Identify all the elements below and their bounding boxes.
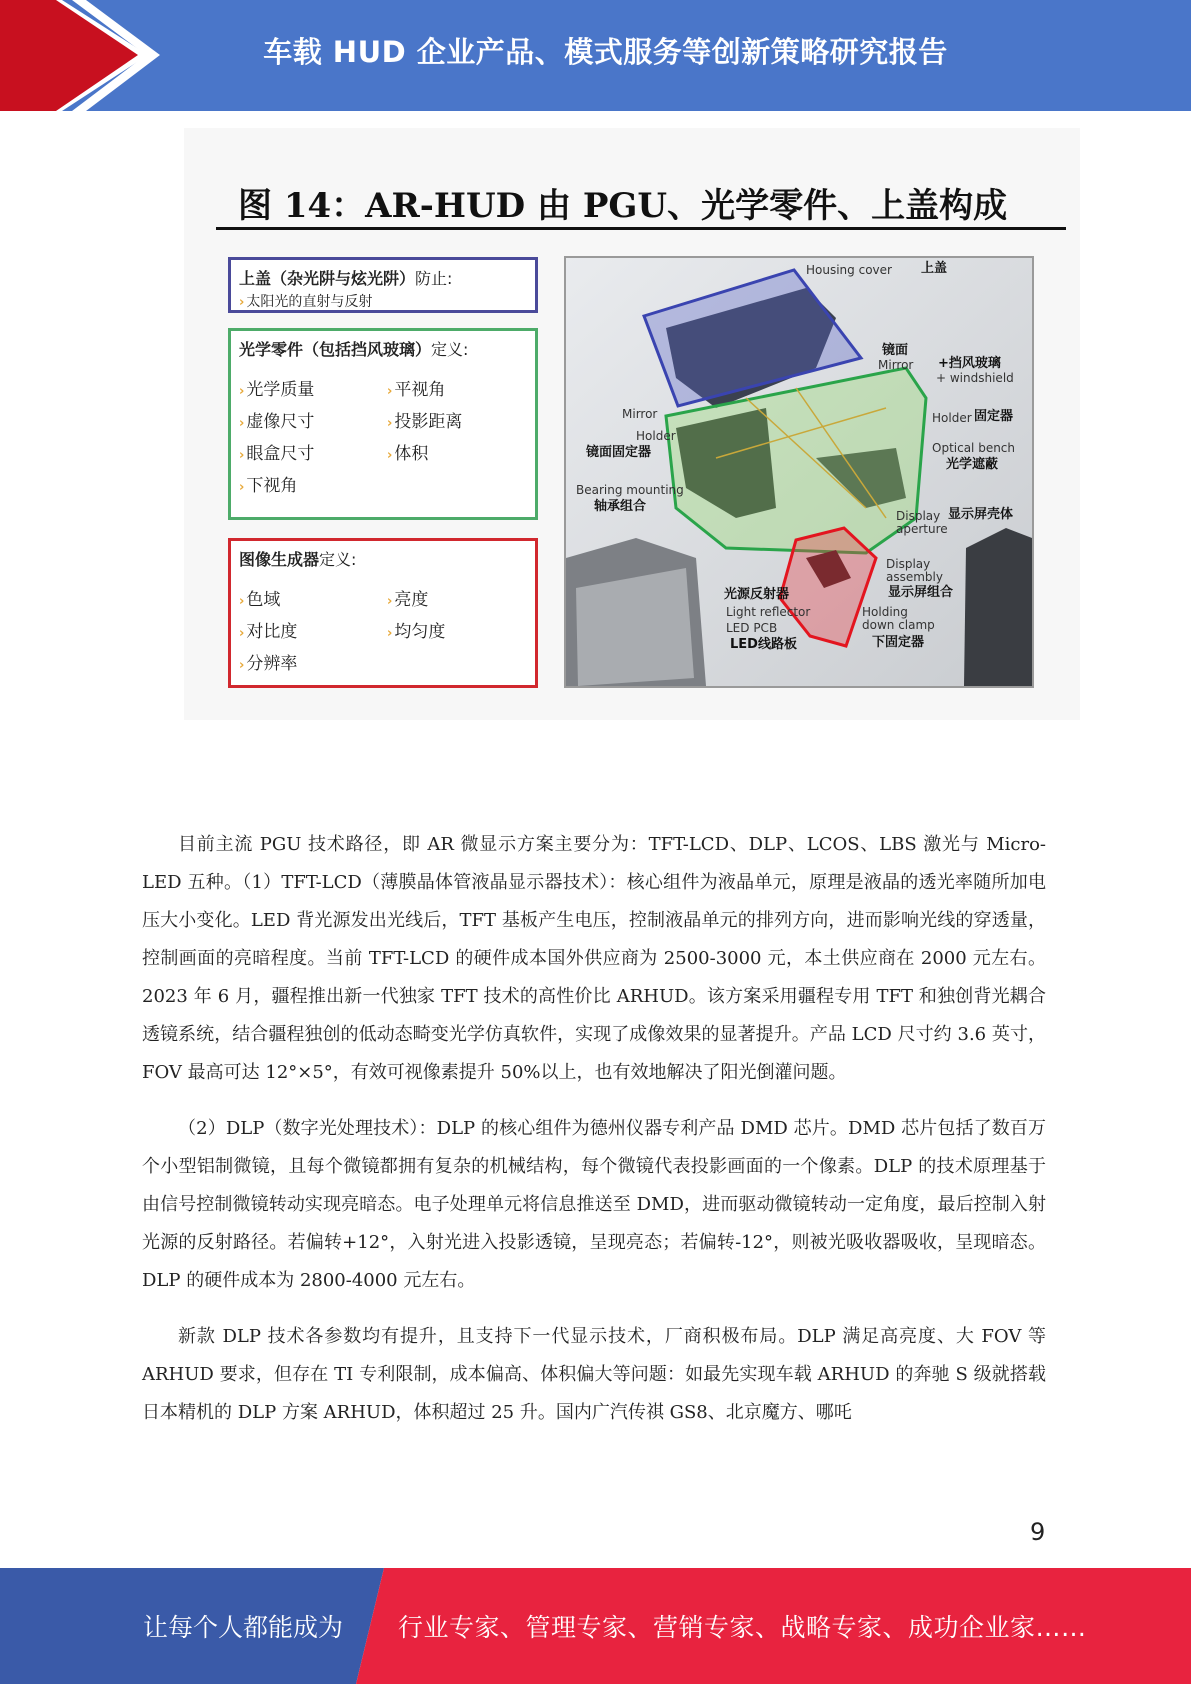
- label-windshield-cn: +挡风玻璃: [938, 356, 1001, 371]
- cover-box-heading: [239, 266, 452, 289]
- pgu-item: › 色域: [239, 590, 281, 610]
- optics-box-heading-bold: 光学零件（包括挡风玻璃）: [239, 340, 432, 359]
- optics-definition-box: [228, 328, 538, 520]
- chevron-right-icon: ›: [239, 626, 245, 641]
- cover-box-heading-rest: 防止:: [415, 269, 453, 288]
- label-optical-bench: Optical bench: [932, 441, 1016, 455]
- label-holder-right-cn: 固定器: [974, 409, 1014, 424]
- arhud-exploded-view-image: [564, 256, 1034, 688]
- label-display-housing-cn: 显示屏壳体: [948, 507, 1014, 522]
- label-windshield-en: + windshield: [936, 371, 1014, 385]
- chevron-right-icon: ›: [239, 594, 245, 609]
- pgu-item: › 对比度: [239, 622, 298, 642]
- label-housing-cover-cn: 上盖: [921, 261, 948, 276]
- chevron-right-icon: ›: [239, 480, 245, 495]
- chevron-right-icon: ›: [387, 626, 393, 641]
- pgu-item: › 亮度: [387, 590, 429, 610]
- page-header: [0, 0, 1191, 111]
- optics-item: › 平视角: [387, 380, 446, 400]
- footer-slogan-left: 让每个人都能成为: [143, 1613, 344, 1642]
- label-optical-bench-cn: 光学遮蔽: [946, 457, 999, 472]
- label-clamp-cn: 下固定器: [872, 635, 925, 650]
- chevron-right-icon: ›: [387, 416, 393, 431]
- pgu-item: › 均匀度: [387, 622, 446, 642]
- label-display-assembly-cn: 显示屏组合: [888, 585, 954, 600]
- optics-item: › 体积: [387, 444, 429, 464]
- pgu-definition-box: [228, 538, 538, 688]
- chevron-right-icon: ›: [239, 384, 245, 399]
- label-housing-cover: Housing cover: [806, 263, 892, 277]
- cover-box-heading-bold: 上盖（杂光阱与炫光阱）: [239, 269, 416, 288]
- paragraph: 新款 DLP 技术各参数均有提升，且支持下一代显示技术，厂商积极布局。DLP 满足高亮度、大 FOV 等 ARHUD 要求，但存在 TI 专利限制，成本偏高、体积偏大等问题：如最先实现车载 ARHUD 的奔驰 S 级就搭载日本精机的 DLP 方案 ARHUD，体积超过 25 升。国内广汽传祺 GS8、北京魔方、哪吒: [142, 1326, 1046, 1423]
- optics-item: › 眼盒尺寸: [239, 444, 315, 464]
- cover-definition-box: [228, 257, 538, 313]
- paragraph: （2）DLP（数字光处理技术）：DLP 的核心组件为德州仪器专利产品 DMD 芯片。DMD 芯片包括了数百万个小型铝制微镜，且每个微镜都拥有复杂的机械结构，每个微镜代表投影画面的一个像素。DLP 的技术原理基于由信号控制微镜转动实现亮暗态。电子处理单元将信息推送至 DMD，进而驱动微镜转动一定角度，最后控制入射光源的反射路径。若偏转+12°，入射光进入投影透镜，呈现亮态；若偏转-12°，则被光吸收器吸收，呈现暗态。DLP 的硬件成本为 2800-4000 元左右。: [142, 1118, 1046, 1291]
- header-title: 车载 HUD 企业产品、模式服务等创新策略研究报告: [263, 34, 948, 69]
- chevron-right-icon: ›: [239, 416, 245, 431]
- label-mirror-holder-cn: 镜面固定器: [586, 445, 652, 460]
- pgu-box-heading-bold: 图像生成器: [239, 550, 320, 569]
- pgu-item: › 分辨率: [239, 654, 298, 674]
- label-led-pcb: LED PCB: [726, 621, 778, 635]
- figure-title-rule: [216, 227, 1066, 230]
- body-text: [142, 826, 1046, 1450]
- pgu-box-heading: [239, 547, 356, 570]
- pgu-box-heading-rest: 定义:: [319, 550, 357, 569]
- paragraph: 目前主流 PGU 技术路径，即 AR 微显示方案主要分为：TFT-LCD、DLP、LCOS、LBS 激光与 Micro-LED 五种。（1）TFT-LCD（薄膜晶体管液晶显示器技术）：核心组件为液晶单元，原理是液晶的透光率随所加电压大小变化。LED 背光源发出光线后，TFT 基板产生电压，控制液晶单元的排列方向，进而影响光线的穿透量，控制画面的亮暗程度。当前 TFT-LCD 的硬件成本国外供应商为 2500-3000 元，本土供应商在 2000 元左右。2023 年 6 月，疆程推出新一代独家 TFT 技术的高性价比 ARHUD。该方案采用疆程专用 TFT 和独创背光耦合透镜系统，结合疆程独创的低动态畸变光学仿真软件，实现了成像效果的显著提升。产品 LCD 尺寸约 3.6 英寸，FOV 最高可达 12°×5°，有效可视像素提升 50%以上，也有效地解决了阳光倒灌问题。: [142, 834, 1046, 1083]
- optics-item: › 虚像尺寸: [239, 412, 315, 432]
- label-bearing-cn: 轴承组合: [594, 499, 647, 514]
- label-holder-left: Holder: [636, 429, 676, 443]
- label-mirror-en: Mirror: [878, 358, 914, 372]
- label-holding-clamp: Holding down clamp: [862, 605, 935, 632]
- optics-box-heading-rest: 定义:: [431, 340, 469, 359]
- chevron-right-icon: ›: [239, 658, 245, 673]
- label-light-reflector: Light reflector: [726, 605, 811, 619]
- chevron-right-icon: ›: [239, 295, 245, 310]
- label-bearing-mounting: Bearing mounting: [576, 483, 684, 497]
- chevron-right-icon: ›: [387, 384, 393, 399]
- figure-14: [184, 128, 1080, 720]
- chevron-right-icon: ›: [387, 594, 393, 609]
- chevron-right-icon: ›: [239, 448, 245, 463]
- figure-title: 图 14：AR-HUD 由 PGU、光学零件、上盖构成: [238, 186, 1008, 226]
- label-led-board-cn: LED线路板: [730, 637, 797, 652]
- cover-box-item: › 太阳光的直射与反射: [239, 294, 373, 310]
- page-footer: [0, 1568, 1191, 1684]
- label-mirror-cn: 镜面: [882, 343, 909, 358]
- chevron-right-icon: ›: [387, 448, 393, 463]
- arhud-exploded-view-drawing: [566, 258, 1032, 686]
- label-display-assembly: Display assembly: [886, 557, 943, 584]
- label-mirror-left: Mirror: [622, 407, 658, 421]
- label-holder-right: Holder: [932, 411, 972, 425]
- optics-item: › 下视角: [239, 476, 298, 496]
- footer-slogan-right: 行业专家、管理专家、营销专家、战略专家、成功企业家……: [398, 1613, 1087, 1642]
- label-light-reflector-cn: 光源反射器: [724, 587, 790, 602]
- optics-item: › 投影距离: [387, 412, 463, 432]
- optics-item: › 光学质量: [239, 380, 315, 400]
- header-arrow-decoration: [0, 0, 160, 111]
- optics-box-heading: [239, 337, 468, 360]
- label-display-aperture: Display aperture: [896, 509, 948, 536]
- page-number: 9: [1030, 1518, 1046, 1546]
